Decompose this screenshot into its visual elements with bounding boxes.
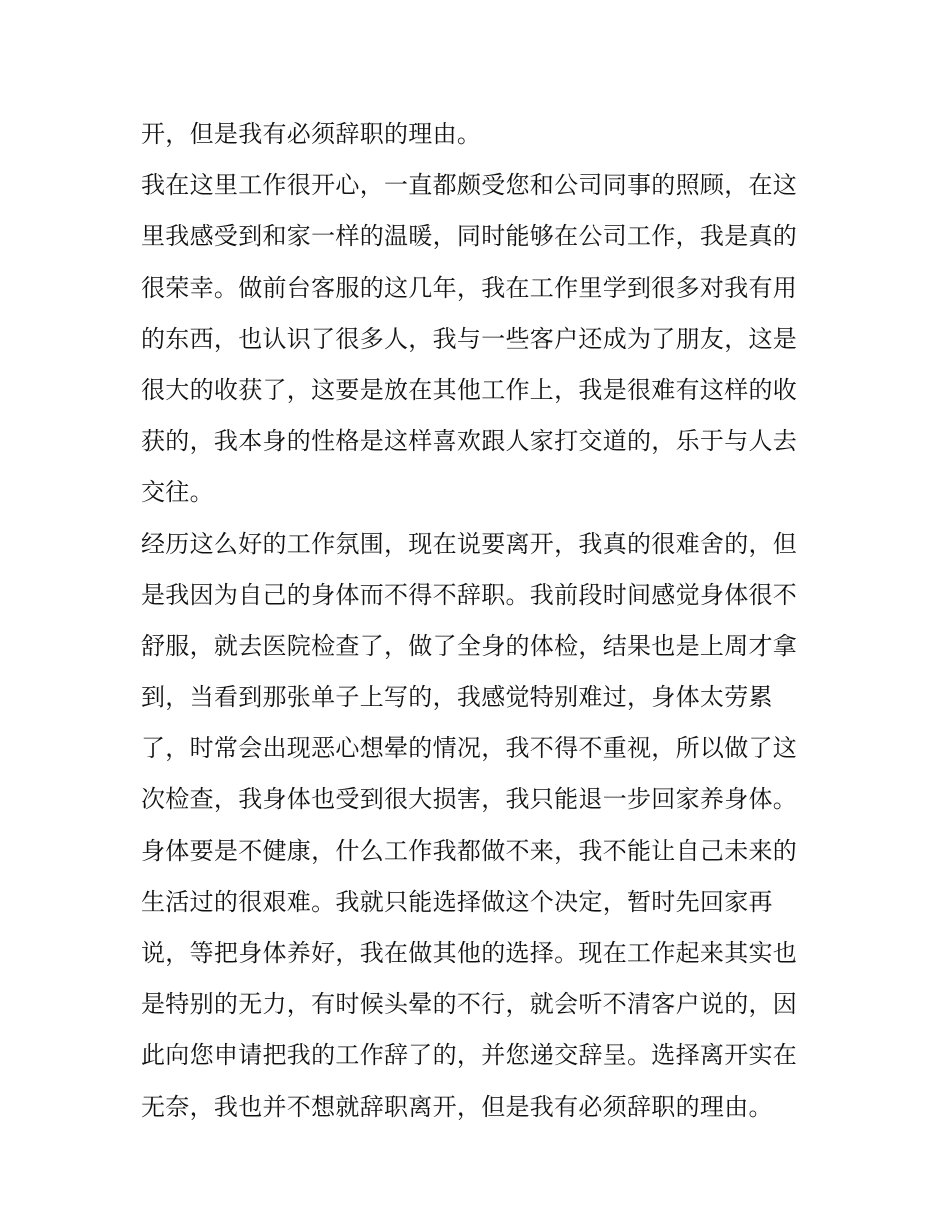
text-line: 无奈，我也并不想就辞职离开，但是我有必须辞职的理由。 [141, 1092, 773, 1121]
text-line: 里我感受到和家一样的温暖，同时能够在公司工作，我是真的 [141, 222, 798, 251]
text-line: 很大的收获了，这要是放在其他工作上，我是很难有这样的收 [141, 375, 798, 404]
text-line: 舒服，就去医院检查了，做了全身的体检，结果也是上周才拿 [141, 631, 798, 660]
text-line: 经历这么好的工作氛围，现在说要离开，我真的很难舍的，但 [141, 529, 798, 558]
text-line: 是我因为自己的身体而不得不辞职。我前段时间感觉身体很不 [141, 580, 798, 609]
text-line: 了，时常会出现恶心想晕的情况，我不得不重视，所以做了这 [141, 734, 798, 763]
text-line: 我在这里工作很开心，一直都颇受您和公司同事的照顾，在这 [141, 171, 798, 200]
text-line: 生活过的很艰难。我就只能选择做这个决定，暂时先回家再 [141, 887, 773, 916]
text-line: 次检查，我身体也受到很大损害，我只能退一步回家养身体。 [141, 785, 798, 814]
text-line: 很荣幸。做前台客服的这几年，我在工作里学到很多对我有用 [141, 273, 798, 302]
text-line: 身体要是不健康，什么工作我都做不来，我不能让自己未来的 [141, 836, 798, 865]
text-line: 的东西，也认识了很多人，我与一些客户还成为了朋友，这是 [141, 324, 798, 353]
text-line: 是特别的无力，有时候头晕的不行，就会听不清客户说的，因 [141, 990, 798, 1019]
text-line: 到，当看到那张单子上写的，我感觉特别难过，身体太劳累 [141, 683, 773, 712]
document-body [141, 109, 821, 1133]
text-line: 获的，我本身的性格是这样喜欢跟人家打交道的，乐于与人去 [141, 427, 798, 456]
text-line: 交往。 [141, 478, 214, 507]
text-line: 说，等把身体养好，我在做其他的选择。现在工作起来其实也 [141, 939, 798, 967]
text-line: 开，但是我有必须辞职的理由。 [141, 120, 482, 148]
text-line: 此向您申请把我的工作辞了的，并您递交辞呈。选择离开实在 [141, 1041, 798, 1070]
